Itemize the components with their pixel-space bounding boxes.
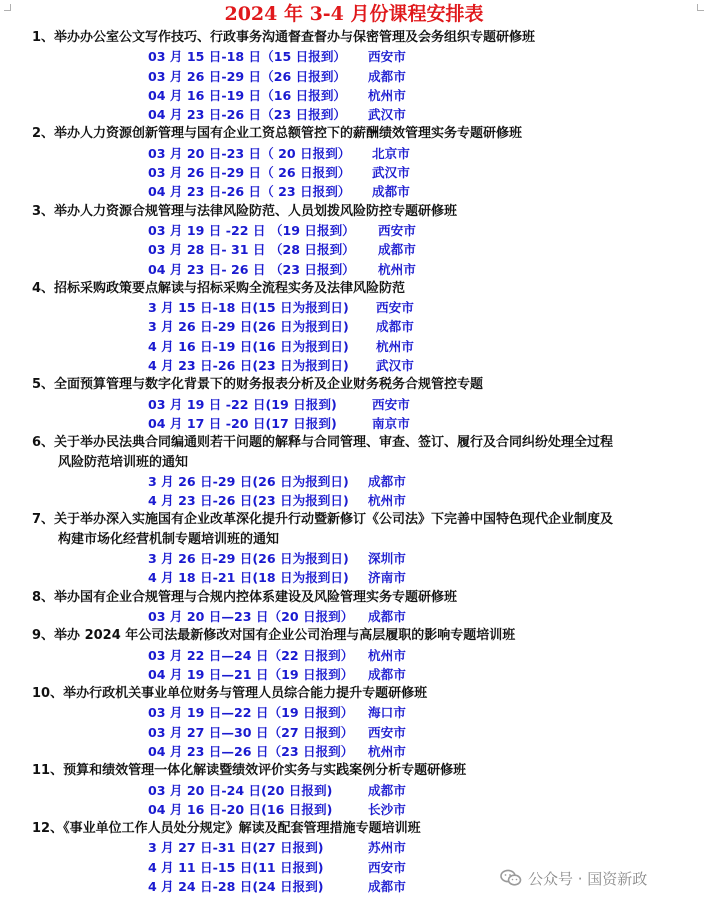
course-item: [0, 433, 708, 510]
session-city: 杭州市: [368, 493, 406, 509]
course-title-line: 2、举办人力资源创新管理与国有企业工资总额管控下的薪酬绩效管理实务专题研修班: [32, 126, 523, 142]
session-row: [0, 144, 708, 163]
session-row: [0, 781, 708, 800]
session-row: [0, 838, 708, 857]
course-title: [0, 761, 708, 780]
session-date: 3 月 15 日-18 日(15 日为报到日): [148, 300, 349, 316]
session-city: 成都市: [378, 242, 416, 258]
session-city: 杭州市: [378, 261, 416, 277]
course-title-line: 风险防范培训班的通知: [58, 454, 189, 470]
course-title-line: 7、关于举办深入实施国有企业改革深化提升行动暨新修订《公司法》下完善中国特色现代企业制度及: [32, 512, 614, 528]
session-city: 杭州市: [368, 743, 406, 759]
session-city: 西安市: [378, 222, 416, 238]
session-date: 3 月 26 日-29 日(26 日为报到日): [148, 319, 349, 335]
session-city: 西安市: [368, 724, 406, 740]
session-date: 03 月 20 日—23 日（20 日报到）: [148, 608, 354, 624]
course-title: [0, 684, 708, 703]
session-row: [0, 47, 708, 66]
session-row: [0, 665, 708, 684]
session-row: [0, 703, 708, 722]
session-city: 海口市: [368, 705, 406, 721]
course-title-line: 构建市场化经营机制专题培训班的通知: [58, 531, 280, 547]
session-date: 3 月 27 日-31 日(27 日报到): [148, 840, 324, 856]
session-row: [0, 414, 708, 433]
course-title: [0, 28, 708, 47]
session-row: [0, 317, 708, 336]
session-row: [0, 105, 708, 124]
session-row: [0, 298, 708, 317]
session-date: 04 月 23 日- 26 日 （23 日报到）: [148, 261, 355, 277]
session-row: [0, 356, 708, 375]
session-date: 04 月 23 日-26 日（ 23 日报到）: [148, 184, 351, 200]
session-city: 成都市: [368, 473, 406, 489]
page-title: 2024 年 3-4 月份课程安排表: [224, 3, 484, 25]
session-date: 3 月 26 日-29 日(26 日为报到日): [148, 473, 349, 489]
session-date: 04 月 23 日-26 日（23 日报到）: [148, 107, 347, 123]
session-city: 武汉市: [376, 358, 414, 374]
session-city: 杭州市: [376, 338, 414, 354]
session-city: 成都市: [372, 184, 410, 200]
course-item: [0, 375, 708, 433]
session-city: 西安市: [368, 859, 406, 875]
session-row: [0, 86, 708, 105]
session-row: [0, 491, 708, 510]
session-date: 03 月 15 日-18 日（15 日报到）: [148, 49, 347, 65]
session-city: 成都市: [368, 879, 406, 895]
session-row: [0, 549, 708, 568]
session-row: [0, 646, 708, 665]
course-title: [0, 510, 682, 549]
session-date: 04 月 19 日—21 日（19 日报到）: [148, 666, 354, 682]
course-title: [0, 202, 708, 221]
session-city: 成都市: [368, 782, 406, 798]
session-row: [0, 337, 708, 356]
session-city: 成都市: [368, 666, 406, 682]
session-city: 成都市: [368, 68, 406, 84]
course-title: [0, 819, 708, 838]
session-date: 4 月 23 日-26 日(23 日为报到日): [148, 358, 349, 374]
session-date: 03 月 20 日-24 日(20 日报到): [148, 782, 333, 798]
course-title-line: 10、举办行政机关事业单位财务与管理人员综合能力提升专题研修班: [32, 686, 428, 702]
session-city: 北京市: [372, 145, 410, 161]
session-city: 济南市: [368, 570, 406, 586]
course-title-line: 11、预算和绩效管理一体化解读暨绩效评价实务与实践案例分析专题研修班: [32, 763, 467, 779]
session-row: [0, 742, 708, 761]
session-row: [0, 240, 708, 259]
session-city: 深圳市: [368, 551, 406, 567]
course-title: [0, 433, 682, 472]
course-title-line: 12、《事业单位工作人员处分规定》解读及配套管理措施专题培训班: [32, 821, 421, 837]
session-city: 南京市: [372, 415, 410, 431]
session-date: 03 月 20 日-23 日（ 20 日报到）: [148, 145, 351, 161]
session-date: 04 月 23 日—26 日（23 日报到）: [148, 743, 354, 759]
session-row: [0, 221, 708, 240]
session-date: 3 月 26 日-29 日(26 日为报到日): [148, 551, 349, 567]
session-date: 04 月 16 日-19 日（16 日报到）: [148, 87, 347, 103]
session-city: 西安市: [376, 300, 414, 316]
session-date: 4 月 24 日-28 日(24 日报到): [148, 879, 324, 895]
session-date: 04 月 16 日-20 日(16 日报到): [148, 801, 333, 817]
session-date: 03 月 19 日—22 日（19 日报到）: [148, 705, 354, 721]
course-item: [0, 761, 708, 819]
session-date: 04 月 17 日 -20 日(17 日报到): [148, 415, 337, 431]
course-title-line: 6、关于举办民法典合同编通则若干问题的解释与合同管理、审查、签订、履行及合同纠纷处理全过程: [32, 435, 614, 451]
course-list: [0, 28, 708, 896]
session-date: 03 月 19 日 -22 日 （19 日报到）: [148, 222, 355, 238]
session-row: [0, 395, 708, 414]
course-title-line: 3、举办人力资源合规管理与法律风险防范、人员划拨风险防控专题研修班: [32, 203, 458, 219]
session-row: [0, 723, 708, 742]
course-title: [0, 588, 708, 607]
course-item: [0, 279, 708, 375]
session-date: 03 月 26 日-29 日（ 26 日报到）: [148, 165, 351, 181]
course-title: [0, 124, 708, 143]
session-city: 西安市: [372, 396, 410, 412]
session-city: 武汉市: [368, 107, 406, 123]
session-date: 03 月 19 日 -22 日(19 日报到): [148, 396, 337, 412]
course-item: [0, 28, 708, 124]
session-date: 03 月 27 日—30 日（27 日报到）: [148, 724, 354, 740]
watermark-text: 公众号 · 国资新政: [528, 869, 648, 888]
session-date: 03 月 22 日—24 日（22 日报到）: [148, 647, 354, 663]
session-city: 杭州市: [368, 87, 406, 103]
wechat-icon: [500, 869, 522, 887]
session-city: 西安市: [368, 49, 406, 65]
session-row: [0, 163, 708, 182]
session-date: 03 月 26 日-29 日（26 日报到）: [148, 68, 347, 84]
watermark: [500, 866, 647, 890]
course-item: [0, 124, 708, 201]
course-title: [0, 279, 708, 298]
session-city: 杭州市: [368, 647, 406, 663]
course-title-line: 9、举办 2024 年公司法最新修改对国有企业公司治理与高层履职的影响专题培训班: [32, 628, 516, 644]
session-city: 成都市: [376, 319, 414, 335]
session-date: 4 月 16 日-19 日(16 日为报到日): [148, 338, 349, 354]
session-city: 长沙市: [368, 801, 406, 817]
course-item: [0, 626, 708, 684]
course-title-line: 1、举办办公室公文写作技巧、行政事务沟通督查督办与保密管理及会务组织专题研修班: [32, 30, 536, 45]
session-date: 4 月 11 日-15 日(11 日报到): [148, 859, 324, 875]
course-title: [0, 375, 708, 394]
session-row: [0, 472, 708, 491]
course-title: [0, 626, 708, 645]
session-city: 成都市: [368, 608, 406, 624]
session-row: [0, 67, 708, 86]
course-item: [0, 588, 708, 627]
session-row: [0, 607, 708, 626]
course-title-line: 5、全面预算管理与数字化背景下的财务报表分析及企业财务税务合规管控专题: [32, 377, 484, 393]
session-date: 03 月 28 日- 31 日 （28 日报到）: [148, 242, 355, 258]
session-row: [0, 568, 708, 587]
session-row: [0, 800, 708, 819]
course-title-line: 4、招标采购政策要点解读与招标采购全流程实务及法律风险防范: [32, 280, 406, 296]
session-row: [0, 182, 708, 201]
session-date: 4 月 23 日-26 日(23 日为报到日): [148, 493, 349, 509]
course-title-line: 8、举办国有企业合规管理与合规内控体系建设及风险管理实务专题研修班: [32, 589, 458, 605]
session-date: 4 月 18 日-21 日(18 日为报到日): [148, 570, 349, 586]
session-city: 武汉市: [372, 165, 410, 181]
course-item: [0, 684, 708, 761]
session-city: 苏州市: [368, 840, 406, 856]
course-item: [0, 202, 708, 279]
session-row: [0, 260, 708, 279]
course-item: [0, 510, 708, 587]
